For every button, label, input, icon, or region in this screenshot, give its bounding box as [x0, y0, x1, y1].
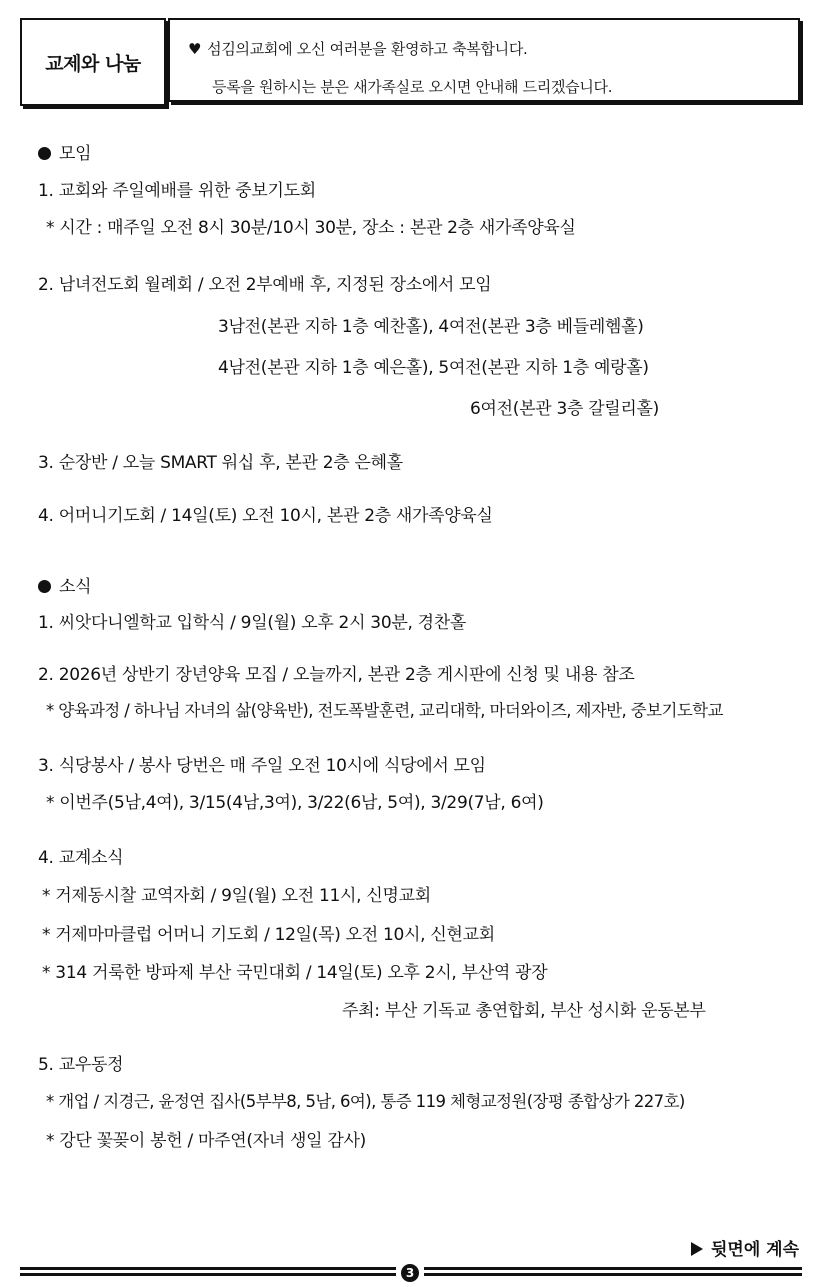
welcome-box — [168, 18, 800, 102]
news-item-4-sub-2: * 거제마마클럽 어머니 기도회 / 12일(목) 오전 10시, 신현교회 — [42, 925, 495, 945]
news-item-4-sub-4: 주최: 부산 기독교 총연합회, 부산 성시화 운동본부 — [342, 1001, 706, 1021]
bullet-dot-icon — [38, 147, 51, 160]
news-item-4: 4. 교계소식 — [38, 848, 124, 868]
header — [20, 18, 804, 106]
news-item-3: 3. 식당봉사 / 봉사 당번은 매 주일 오전 10시에 식당에서 모임 — [38, 756, 486, 776]
footer-rule-line — [20, 1273, 396, 1276]
section-title: 교제와 나눔 — [20, 18, 166, 106]
news-item-4-sub-3: * 314 거룩한 방파제 부산 국민대회 / 14일(토) 오후 2시, 부산역 광장 — [42, 963, 548, 983]
meeting-item-2-line-1: 3남전(본관 지하 1층 예찬홀), 4여전(본관 3층 베들레헴홀) — [218, 317, 644, 337]
play-triangle-icon — [691, 1242, 703, 1256]
meetings-heading — [38, 139, 91, 164]
news-item-5-sub-1: * 개업 / 지경근, 윤정연 집사(5부부8, 5남, 6여), 통증 119 체형교정원(장평 종합상가 227호) — [46, 1092, 685, 1111]
footer-rule — [20, 1264, 802, 1280]
news-heading — [38, 572, 91, 597]
news-heading-text: 소식 — [59, 577, 92, 597]
news-item-1: 1. 씨앗다니엘학교 입학식 / 9일(월) 오후 2시 30분, 경찬홀 — [38, 613, 467, 633]
news-item-2-detail: * 양육과정 / 하나님 자녀의 삶(양육반), 전도폭발훈련, 교리대학, 마더와이즈, 제자반, 중보기도학교 — [46, 701, 723, 720]
news-item-3-detail: * 이번주(5남,4여), 3/15(4남,3여), 3/22(6남, 5여), 3/29(7남, 6여) — [46, 793, 544, 813]
meetings-heading-text: 모임 — [59, 144, 92, 164]
meeting-item-1: 1. 교회와 주일예배를 위한 중보기도회 — [38, 181, 316, 201]
news-item-5: 5. 교우동정 — [38, 1055, 124, 1075]
welcome-line-2: 등록을 원하시는 분은 새가족실로 오시면 안내해 드리겠습니다. — [212, 78, 613, 96]
welcome-text-1: 섬김의교회에 오신 여러분을 환영하고 축복합니다. — [207, 40, 528, 58]
heart-icon: ♥ — [188, 40, 202, 58]
meeting-item-3: 3. 순장반 / 오늘 SMART 워십 후, 본관 2층 은혜홀 — [38, 453, 403, 473]
continue-note — [691, 1235, 799, 1260]
footer-rule-line — [424, 1273, 802, 1276]
news-item-5-sub-2: * 강단 꽃꽂이 봉헌 / 마주연(자녀 생일 감사) — [46, 1131, 366, 1151]
footer-rule-line — [424, 1267, 802, 1270]
news-item-4-sub-1: * 거제동시찰 교역자회 / 9일(월) 오전 11시, 신명교회 — [42, 886, 431, 906]
meeting-item-4: 4. 어머니기도회 / 14일(토) 오전 10시, 본관 2층 새가족양육실 — [38, 506, 493, 526]
page-number-badge: 3 — [401, 1264, 419, 1282]
continue-text: 뒷면에 계속 — [710, 1240, 799, 1260]
bullet-dot-icon — [38, 580, 51, 593]
meeting-item-2-line-2: 4남전(본관 지하 1층 예은홀), 5여전(본관 지하 1층 예랑홀) — [218, 358, 649, 378]
meeting-item-1-detail: * 시간 : 매주일 오전 8시 30분/10시 30분, 장소 : 본관 2층 새가족양육실 — [46, 218, 576, 238]
welcome-line-1 — [188, 38, 528, 59]
meeting-item-2-line-3: 6여전(본관 3층 갈릴리홀) — [470, 399, 660, 419]
meeting-item-2: 2. 남녀전도회 월례회 / 오전 2부예배 후, 지정된 장소에서 모임 — [38, 275, 492, 295]
footer-rule-line — [20, 1267, 396, 1270]
news-item-2: 2. 2026년 상반기 장년양육 모집 / 오늘까지, 본관 2층 게시판에 신청 및 내용 참조 — [38, 665, 635, 685]
